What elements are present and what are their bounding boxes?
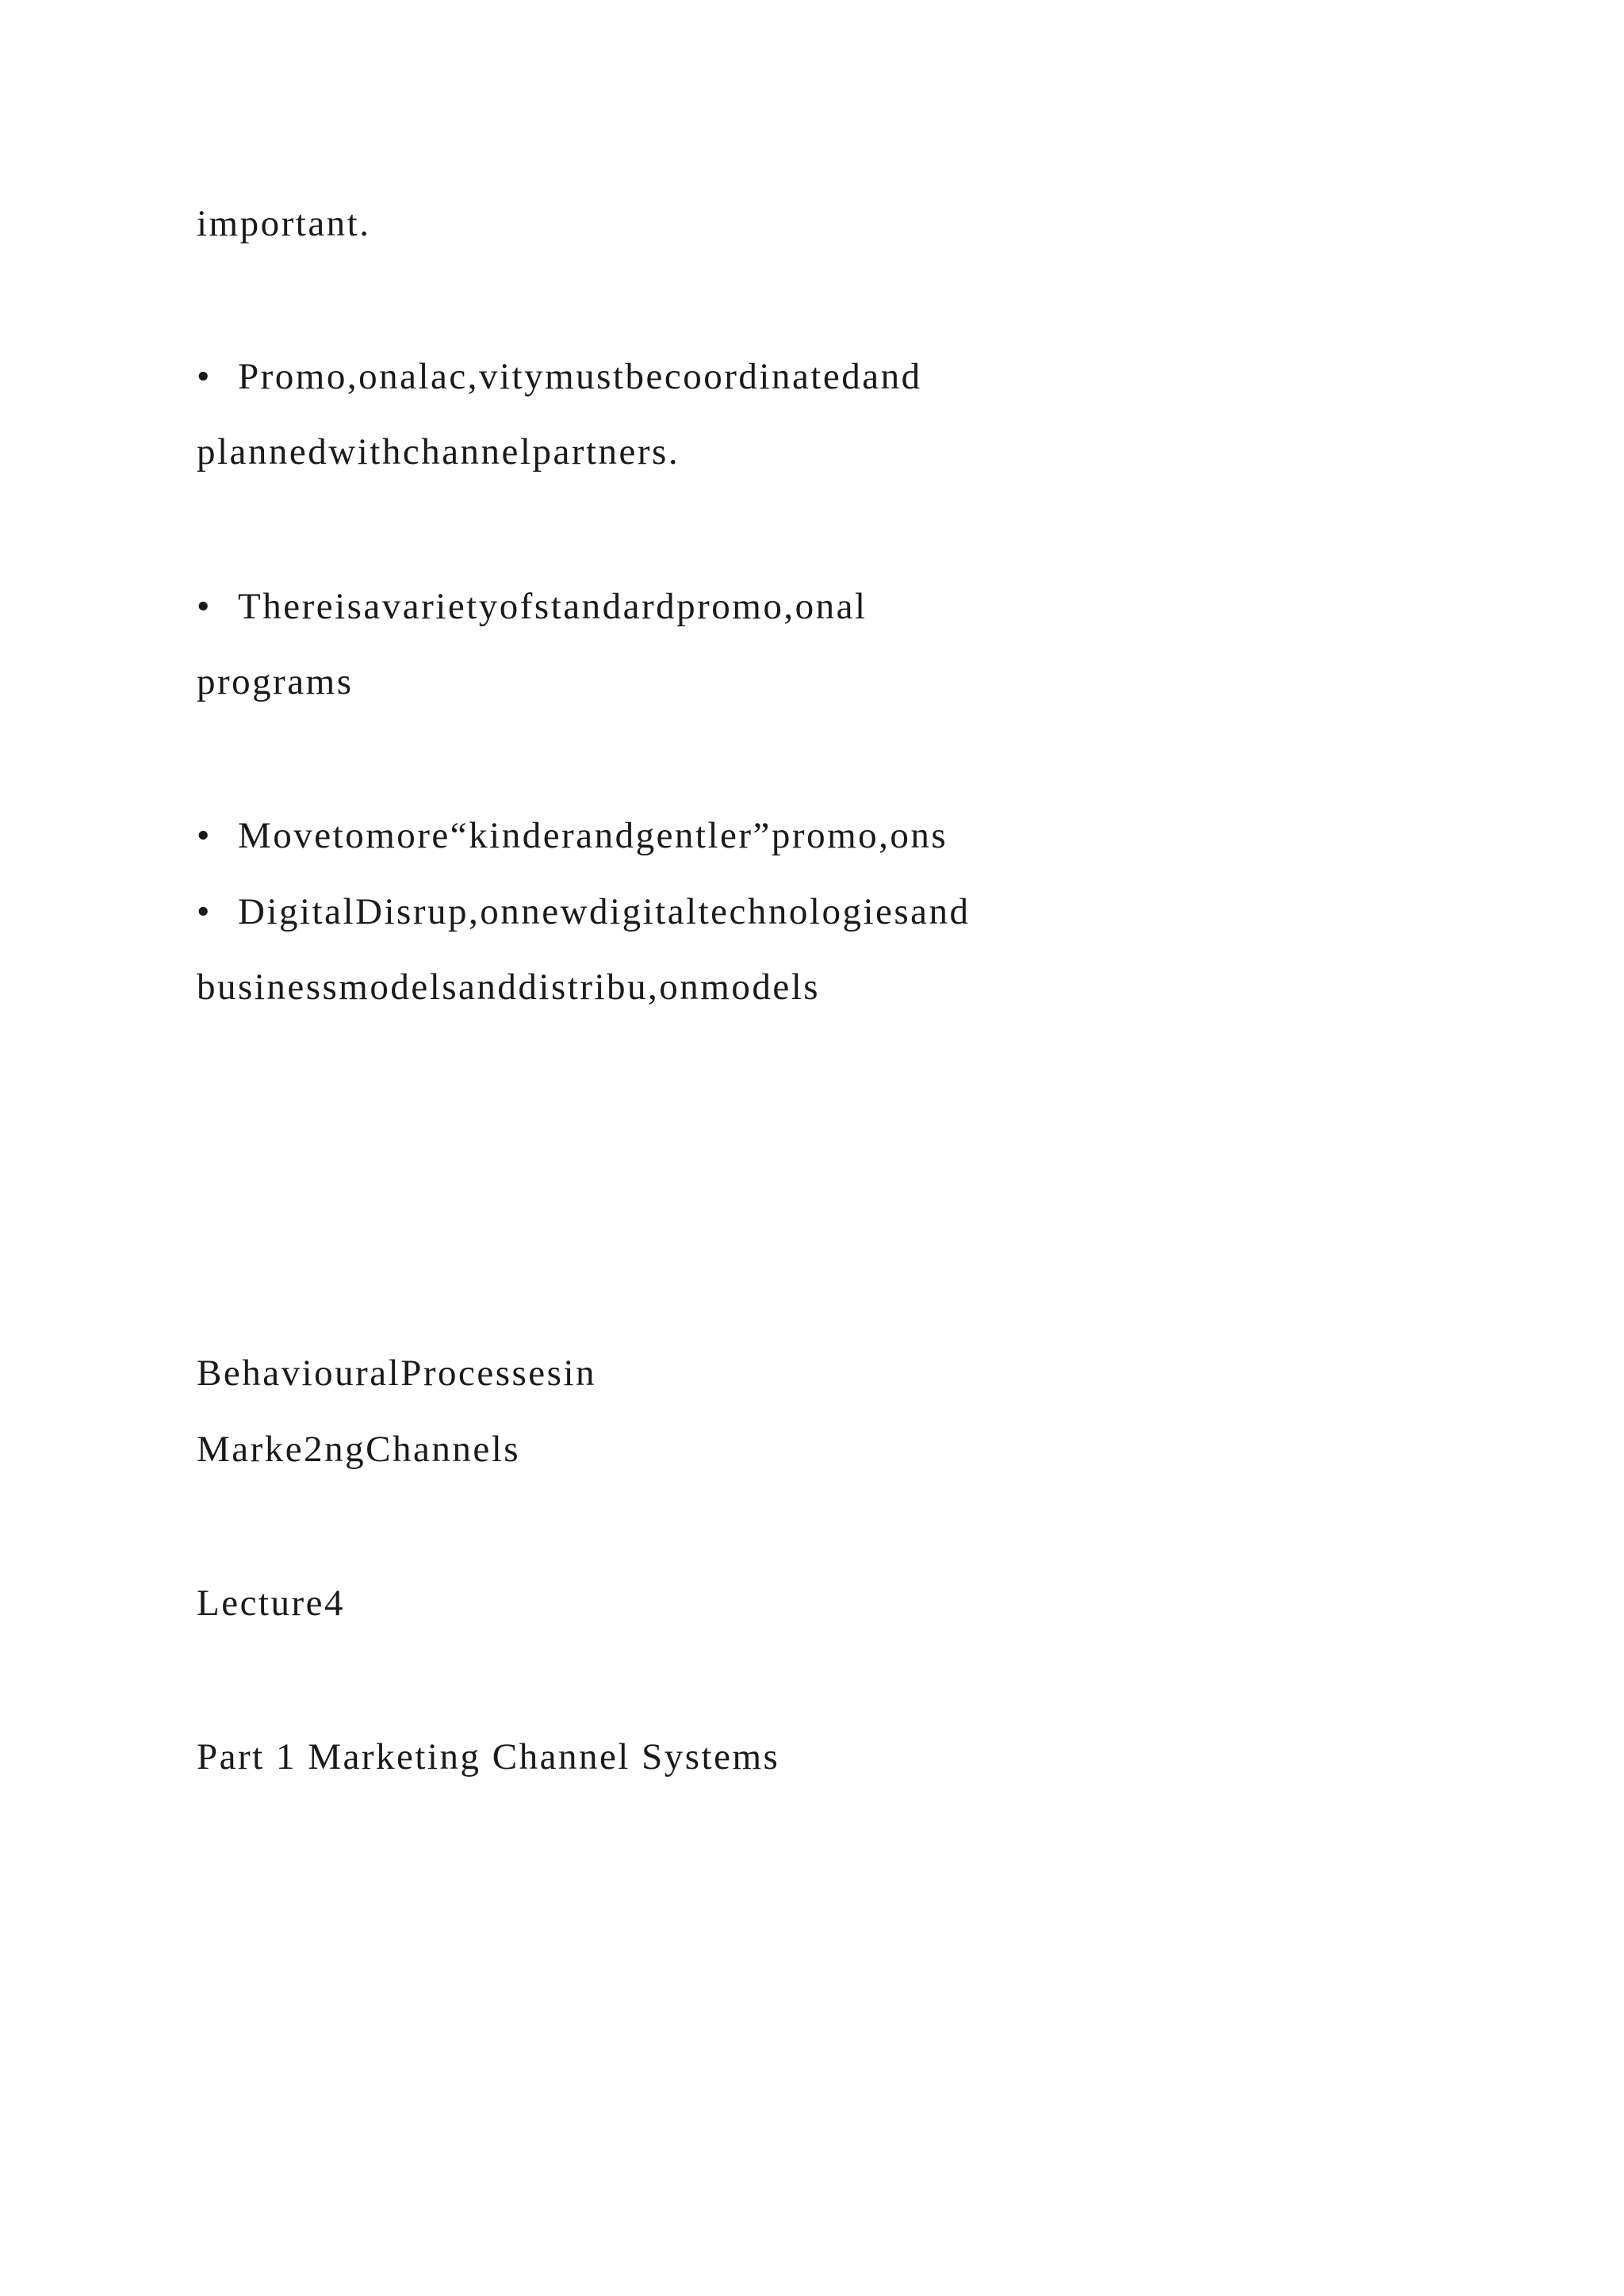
bullet-text: DigitalDisrup,onnewdigitaltechnologiesand: [238, 891, 971, 932]
lecture-label: Lecture4: [197, 1582, 346, 1624]
bullet-text: Thereisavarietyofstandardpromo,onal: [238, 586, 868, 627]
text-line: [197, 658, 354, 706]
bullet-item: [197, 353, 922, 400]
text-fragment: plannedwithchannelpartners.: [197, 431, 680, 473]
bullet-icon: •: [197, 891, 212, 932]
bullet-item: [197, 888, 971, 936]
bullet-icon: •: [197, 586, 212, 627]
slide-title-line: [197, 1425, 520, 1473]
text-line: [197, 200, 371, 247]
bullet-icon: •: [197, 815, 212, 856]
text-fragment: programs: [197, 661, 354, 702]
text-fragment: businessmodelsanddistribu,onmodels: [197, 966, 821, 1008]
lecture-label-line: [197, 1579, 345, 1627]
bullet-text: Promo,onalac,vitymustbecoordinatedand: [238, 356, 922, 397]
text-fragment: important.: [197, 203, 371, 244]
bullet-text: Movetomore“kinderandgentler”promo,ons: [238, 815, 948, 856]
bullet-item: [197, 812, 948, 859]
bullet-icon: •: [197, 356, 212, 397]
slide-title-line: [197, 1349, 596, 1397]
text-line: [197, 963, 820, 1011]
bullet-item: [197, 583, 868, 630]
section-heading: Part 1 Marketing Channel Systems: [197, 1736, 780, 1777]
text-line: [197, 428, 680, 476]
section-heading-line: [197, 1733, 779, 1781]
slide-title: Marke2ngChannels: [197, 1429, 521, 1470]
slide-title: BehaviouralProcessesin: [197, 1353, 597, 1394]
